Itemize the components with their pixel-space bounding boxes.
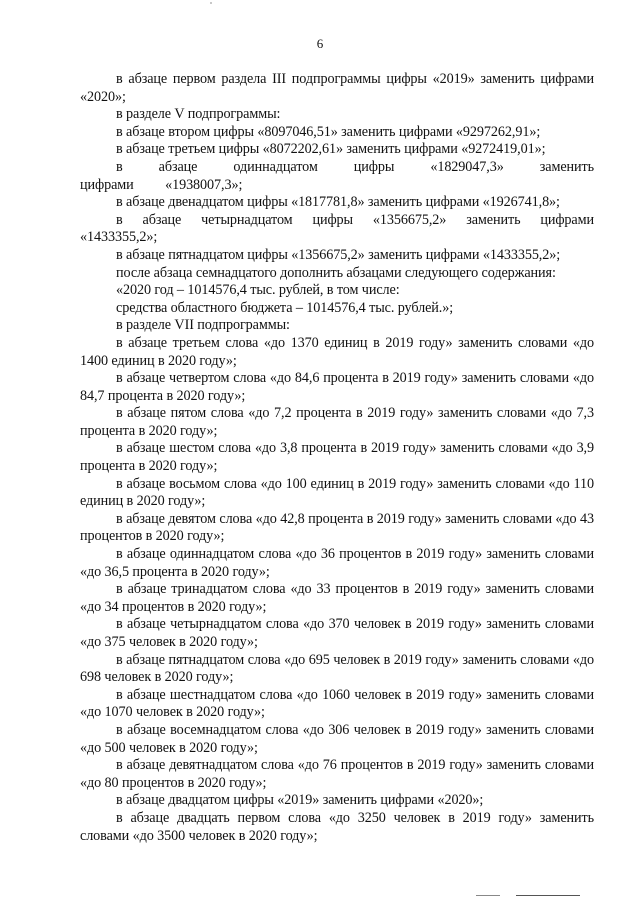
paragraph: в абзаце одиннадцатом слова «до 36 процентов в 2019 году» заменить словами «до 36,5 процента в 2020 году»; [80, 546, 594, 580]
paragraph: в абзаце двенадцатом цифры «1817781,8» заменить цифрами «1926741,8»; [116, 194, 560, 211]
paragraph: в абзаце четырнадцатом цифры «1356675,2» заменить цифрами «1433355,2»; [80, 211, 594, 246]
paragraph: в абзаце четвертом слова «до 84,6 процента в 2019 году» заменить словами «до 84,7 процента в 2020 году»; [80, 370, 594, 404]
page-number: 6 [316, 36, 324, 51]
paragraph: в абзаце тринадцатом слова «до 33 процентов в 2019 году» заменить словами «до 34 процентов в 2020 году»; [80, 581, 594, 615]
paragraph: в абзаце пятнадцатом цифры «1356675,2» заменить цифрами «1433355,2»; [116, 246, 561, 263]
paragraph: в разделе VII подпрограммы: [116, 317, 290, 334]
paragraph: в абзаце третьем цифры «8072202,61» заменить цифрами «9272419,01»; [116, 141, 546, 158]
paragraph: после абзаца семнадцатого дополнить абзацами следующего содержания: [116, 264, 556, 281]
paragraph: в абзаце шестнадцатом слова «до 1060 человек в 2019 году» заменить словами «до 1070 человек в 2020 году»; [80, 686, 594, 721]
footer-rule [516, 895, 580, 896]
paragraph: в абзаце восьмом слова «до 100 единиц в 2019 году» заменить словами «до 110 единиц в 2020 году»; [80, 475, 594, 510]
paragraph: в абзаце втором цифры «8097046,51» заменить цифрами «9297262,91»; [116, 123, 541, 140]
paragraph: в абзаце двадцатом цифры «2019» заменить цифрами «2020»; [116, 792, 484, 809]
paragraph: в абзаце одиннадцатом цифры «1829047,3» заменить цифрами «1938007,3»; [80, 158, 594, 193]
paragraph: в абзаце четырнадцатом слова «до 370 человек в 2019 году» заменить словами «до 375 человек в 2020 году»; [80, 616, 594, 650]
paragraph: в абзаце девятнадцатом слова «до 76 процентов в 2019 году» заменить словами «до 80 процентов в 2020 году»; [80, 757, 594, 791]
document-body [80, 71, 594, 845]
paragraph: «2020 год – 1014576,4 тыс. рублей, в том числе: [116, 282, 400, 299]
footer-mark [476, 895, 500, 896]
paragraph: средства областного бюджета – 1014576,4 тыс. рублей.»; [116, 299, 454, 316]
paragraph: в абзаце первом раздела III подпрограммы цифры «2019» заменить цифрами «2020»; [80, 71, 594, 105]
paragraph: в абзаце двадцать первом слова «до 3250 человек в 2019 году» заменить словами «до 3500 человек в 2020 году»; [80, 809, 594, 844]
paragraph: в абзаце восемнадцатом слова «до 306 человек в 2019 году» заменить словами «до 500 человек в 2020 году»; [80, 721, 594, 756]
paragraph: в абзаце шестом слова «до 3,8 процента в 2019 году» заменить словами «до 3,9 процента в 2020 году»; [80, 440, 594, 475]
scan-speck [210, 2, 212, 4]
paragraph: в абзаце девятом слова «до 42,8 процента в 2019 году» заменить словами «до 43 процентов в 2020 году»; [80, 510, 594, 545]
paragraph: в разделе V подпрограммы: [116, 106, 281, 123]
paragraph: в абзаце пятом слова «до 7,2 процента в 2019 году» заменить словами «до 7,3 процента в 2020 году»; [80, 405, 594, 439]
paragraph: в абзаце пятнадцатом слова «до 695 человек в 2019 году» заменить словами «до 698 человек в 2020 году»; [80, 651, 594, 686]
paragraph: в абзаце третьем слова «до 1370 единиц в 2019 году» заменить словами «до 1400 единиц в 2020 году»; [80, 334, 594, 369]
